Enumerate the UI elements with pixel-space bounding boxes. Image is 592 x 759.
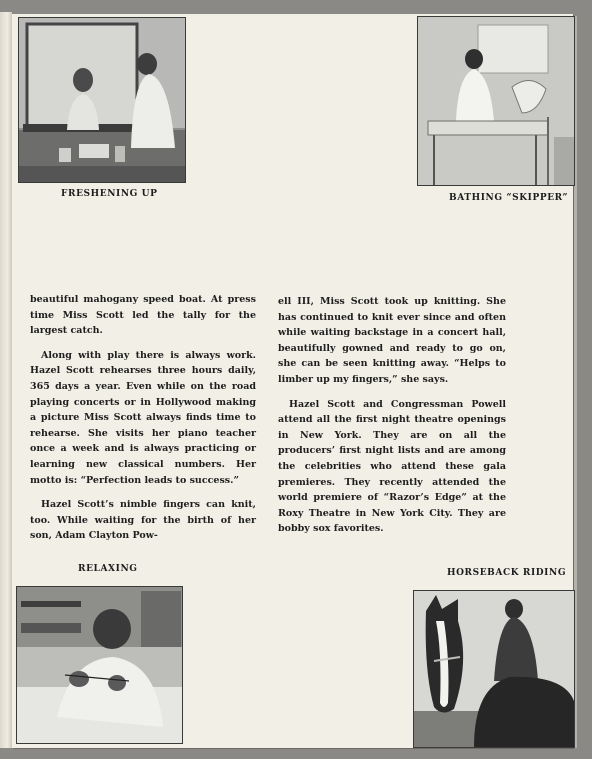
caption-bathing-skipper: BATHING “SKIPPER” — [449, 193, 569, 203]
bathing-skipper-photo — [417, 16, 575, 186]
relaxing-photo — [16, 586, 183, 744]
freshening-up-image — [19, 18, 185, 182]
paragraph: Along with play there is always work. Hazel Scott rehearses three hours daily, 365 days a year. Even while on the road playing concerts or in Hollywood making a picture Miss Scott always finds time to rehearse. She visits her piano teacher once a week and is always practicing or learning new classical numbers. Her motto is: “Perfection leads to success.” — [30, 349, 256, 486]
previous-page-edge — [0, 12, 12, 748]
caption-relaxing: RELAXING — [78, 564, 138, 574]
paragraph: ell III, Miss Scott took up knitting. She has continued to knit ever since and often while waiting backstage in a concert hall, beautifully gowned and ready to go on, she can be seen knitting away. “Helps to limber up my fingers,” she says. — [278, 296, 506, 385]
bathing-skipper-image — [418, 17, 574, 185]
horseback-riding-image — [414, 591, 574, 747]
relaxing-image — [17, 587, 182, 743]
page — [12, 14, 573, 748]
paragraph: beautiful mahogany speed boat. At press time Miss Scott led the tally for the largest catch. — [30, 294, 256, 337]
caption-freshening-up: FRESHENING UP — [61, 189, 158, 199]
text-column-left — [30, 292, 256, 553]
horseback-riding-photo — [413, 590, 575, 748]
paragraph: Hazel Scott’s nimble fingers can knit, too. While waiting for the birth of her son, Adam Clayton Pow- — [30, 499, 256, 542]
caption-horseback-riding: HORSEBACK RIDING — [447, 568, 567, 578]
text-column-right — [278, 294, 506, 546]
freshening-up-photo — [18, 17, 186, 183]
paragraph: Hazel Scott and Congressman Powell attend all the first night theatre openings in New York. They are on all the producers’ first night lists and are among the celebrities who attend these gala premieres. They recently attended the world premiere of “Razor’s Edge” at the Roxy Theatre in New York City. They are bobby sox favorites. — [278, 398, 506, 535]
